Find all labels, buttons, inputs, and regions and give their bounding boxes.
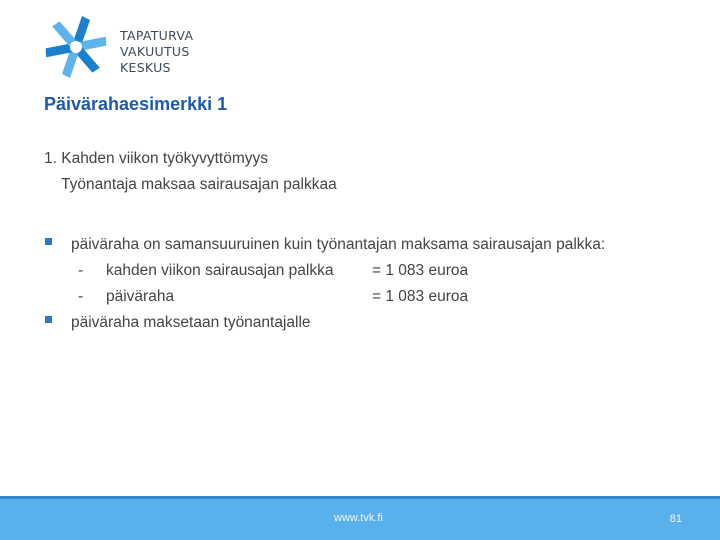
bullet-item [44, 232, 684, 258]
example-subheading [44, 146, 337, 198]
bullet-text: päiväraha maksetaan työnantajalle [71, 314, 311, 331]
sub-bullet-value: = 1 083 euroa [372, 262, 469, 279]
square-bullet-icon [45, 316, 52, 323]
subheading-line-2: Työnantaja maksaa sairausajan palkkaa [61, 176, 337, 193]
sub-bullet-item [44, 258, 684, 284]
slide-title: Päivärahaesimerkki 1 [44, 94, 228, 114]
footer-divider [0, 496, 720, 499]
logo-wordmark [120, 28, 193, 76]
tvk-logo [40, 14, 220, 80]
dash-bullet-icon: - [78, 288, 84, 305]
logo-line-1: TAPATURVA [120, 28, 194, 43]
footer-bar [0, 496, 720, 540]
sub-bullet-item [44, 284, 684, 310]
sub-bullet-label: päiväraha [106, 288, 175, 305]
logo-line-2: VAKUUTUS [120, 44, 190, 59]
square-bullet-icon [45, 238, 52, 245]
sub-bullet-label: kahden viikon sairausajan palkka [106, 262, 334, 279]
logo-line-3: KESKUS [120, 60, 171, 75]
subheading-line-1: 1. Kahden viikon työkyvyttömyys [44, 150, 268, 167]
page-number: 81 [669, 513, 682, 525]
bullet-text: päiväraha on samansuuruinen kuin työnantajan maksama sairausajan palkka: [71, 236, 606, 253]
bullet-item [44, 310, 684, 336]
star-logo-icon [40, 14, 112, 80]
footer-url[interactable]: www.tvk.fi [334, 512, 383, 524]
sub-bullet-value: = 1 083 euroa [372, 288, 469, 305]
bullet-list [44, 232, 684, 336]
dash-bullet-icon: - [78, 262, 84, 279]
